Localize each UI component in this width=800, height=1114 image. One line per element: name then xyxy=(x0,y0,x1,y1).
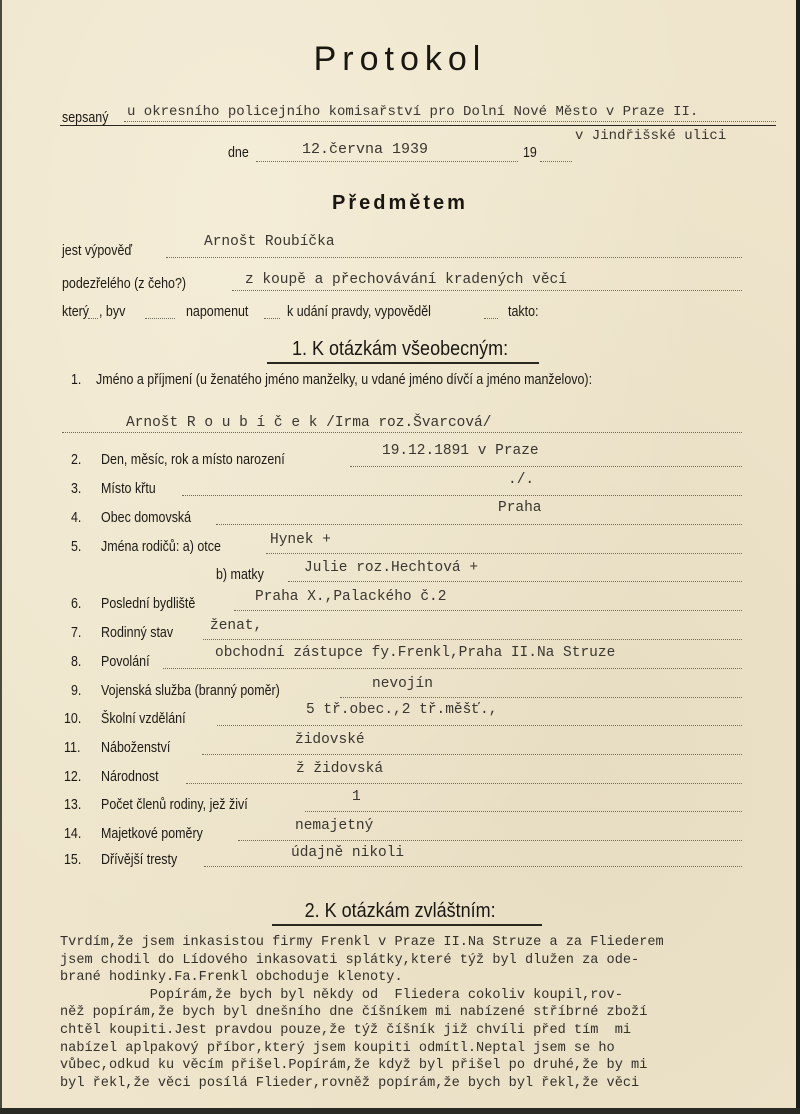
byv-dotted-line xyxy=(145,318,175,319)
section1-heading: 1. K otázkám všeobecným: xyxy=(291,338,509,360)
sepsany-value-line2: v Jindřišské ulici xyxy=(575,128,727,144)
year-prefix: 19 xyxy=(523,145,537,161)
item7-label: Rodinný stav xyxy=(101,625,174,641)
sepsany-label: sepsaný xyxy=(62,110,109,126)
item9-label: Vojenská služba (branný poměr) xyxy=(101,683,280,699)
item7-num: 7. xyxy=(71,625,82,641)
item11-num: 11. xyxy=(64,740,81,756)
jest-vypoved-value: Arnošt Roubíčka xyxy=(204,234,335,250)
k-udani-label: k udání pravdy, vypověděl xyxy=(287,304,431,320)
napomenut-label: napomenut xyxy=(186,304,249,320)
item2-label: Den, měsíc, rok a místo narození xyxy=(101,452,285,468)
item8-dotted-line xyxy=(163,668,742,669)
item5a-dotted-line xyxy=(266,553,742,554)
dne-value: 12.června 1939 xyxy=(302,141,429,158)
item1-value: Arnošt R o u b í č e k /Irma roz.Švarcová/ xyxy=(126,415,492,431)
item6-label: Poslední bydliště xyxy=(101,596,196,612)
statement-text xyxy=(60,934,790,1092)
section2-heading: 2. K otázkám zvláštním: xyxy=(304,900,496,922)
item3-num: 3. xyxy=(71,481,82,497)
statement-line: Tvrdím,že jsem inkasistou firmy Frenkl v Praze II.Na Struze a za Fliederem xyxy=(60,935,664,950)
item13-dotted-line xyxy=(305,811,742,812)
statement-line: jsem chodil do Lídového inkasovati splátky,které týž byl dlužen za ode- xyxy=(60,952,640,968)
item1-dotted-line xyxy=(62,432,742,433)
item7-value: ženat, xyxy=(210,618,263,634)
vypovedel-dotted-line xyxy=(484,318,498,319)
item10-dotted-line xyxy=(217,725,742,726)
section1-underline xyxy=(267,362,539,364)
item2-num: 2. xyxy=(71,452,82,468)
statement-line: byl řekl,že věci posílá Flieder,rovněž popírám,že bych byl řekl,že věci xyxy=(60,1075,640,1091)
page-edge-right xyxy=(796,0,800,1114)
statement-line: chtěl koupiti.Jest pravdou pouze,že týž číšník již chvíli před tím mi xyxy=(60,1022,632,1038)
item12-label: Národnost xyxy=(101,769,159,785)
item14-value: nemajetný xyxy=(295,818,374,834)
item8-num: 8. xyxy=(71,654,82,670)
jest-vypoved-label: jest výpověď xyxy=(62,243,133,259)
item12-dotted-line xyxy=(186,783,742,784)
podezreleho-label: podezřelého (z čeho?) xyxy=(62,276,187,292)
item10-label: Školní vzdělání xyxy=(101,711,186,727)
napomenut-dotted-line xyxy=(264,318,280,319)
item6-dotted-line xyxy=(234,610,742,611)
takto-label: takto: xyxy=(508,304,539,320)
page-edge-left xyxy=(0,0,2,1114)
statement-line: nabízel aplpakový příbor,který jsem koupiti odmítl.Neptal jsem se ho xyxy=(60,1040,615,1056)
item8-label: Povolání xyxy=(101,654,150,670)
item8-value: obchodní zástupce fy.Frenkl,Praha II.Na Struze xyxy=(215,645,616,661)
podezreleho-dotted-line xyxy=(232,290,742,291)
page-edge-bottom xyxy=(0,1108,800,1114)
item11-value: židovské xyxy=(295,732,365,748)
ktery-label: který xyxy=(62,304,90,320)
item3-value: ./. xyxy=(508,472,535,488)
item6-num: 6. xyxy=(71,596,82,612)
statement-line: Popírám,že bych byl někdy od Fliedera cokoliv koupil,rov- xyxy=(60,987,623,1003)
dne-label: dne xyxy=(228,145,249,161)
item12-num: 12. xyxy=(64,769,82,785)
ktery-dotted-line xyxy=(88,318,98,319)
item14-label: Majetkové poměry xyxy=(101,826,203,842)
item10-value: 5 tř.obec.,2 tř.měšť., xyxy=(306,702,498,718)
item9-value: nevojín xyxy=(372,676,433,692)
jest-vypoved-dotted-line xyxy=(166,257,742,258)
byv-label: , byv xyxy=(99,304,126,320)
item1-label: Jméno a příjmení (u ženatého jméno manželky, u vdané jméno dívčí a jméno manželovo): xyxy=(96,372,593,388)
podezreleho-value: z koupě a přechovávání kradených věcí xyxy=(245,272,567,288)
item13-value: 1 xyxy=(352,789,361,805)
sepsany-rule xyxy=(60,125,776,126)
item5a-value: Hynek + xyxy=(270,532,331,548)
year-dotted-line xyxy=(540,161,572,162)
item11-label: Náboženství xyxy=(101,740,171,756)
dne-dotted-line xyxy=(256,161,518,162)
item4-num: 4. xyxy=(71,510,82,526)
item13-label: Počet členů rodiny, jež živí xyxy=(101,797,248,813)
item10-num: 10. xyxy=(64,711,82,727)
section2-underline xyxy=(272,924,542,926)
item4-dotted-line xyxy=(216,524,742,525)
item12-value: ž židovská xyxy=(296,761,384,777)
item5b-value: Julie roz.Hechtová + xyxy=(304,560,479,576)
item5a-label: Jména rodičů: a) otce xyxy=(101,539,221,555)
item4-label: Obec domovská xyxy=(101,510,192,526)
document-title: Protokol xyxy=(313,40,487,78)
item9-num: 9. xyxy=(71,683,82,699)
item15-value: údajně nikoli xyxy=(291,845,405,861)
item7-dotted-line xyxy=(203,639,742,640)
item15-label: Dřívější tresty xyxy=(101,852,178,868)
item14-dotted-line xyxy=(238,840,742,841)
item15-dotted-line xyxy=(204,866,742,867)
item5b-label: b) matky xyxy=(216,567,264,583)
item15-num: 15. xyxy=(64,852,82,868)
statement-line: vůbec,odkud ku věcím přišel.Popírám,že když byl přišel po druhé,že by mi xyxy=(60,1058,648,1074)
item1-num: 1. xyxy=(71,372,82,388)
statement-line: brané hodinky.Fa.Frenkl obchoduje klenoty. xyxy=(60,970,403,986)
sepsany-dotted-line xyxy=(124,121,776,122)
item2-value: 19.12.1891 v Praze xyxy=(382,443,539,459)
item3-label: Místo křtu xyxy=(101,481,156,497)
item4-value: Praha xyxy=(498,500,542,516)
item6-value: Praha X.,Palackého č.2 xyxy=(255,589,447,605)
item5-num: 5. xyxy=(71,539,82,555)
item13-num: 13. xyxy=(64,797,82,813)
item9-dotted-line xyxy=(340,697,742,698)
item5b-dotted-line xyxy=(288,581,742,582)
predmetem-heading: Předmětem xyxy=(332,192,468,214)
item3-dotted-line xyxy=(182,495,742,496)
statement-line: něž popírám,že bych byl dnešního dne číšníkem mi nabízené stříbrné zboží xyxy=(60,1005,648,1021)
item14-num: 14. xyxy=(64,826,82,842)
sepsany-value: u okresního policejního komisařství pro Dolní Nové Město v Praze II. xyxy=(127,104,699,120)
item2-dotted-line xyxy=(350,466,742,467)
item11-dotted-line xyxy=(202,754,742,755)
